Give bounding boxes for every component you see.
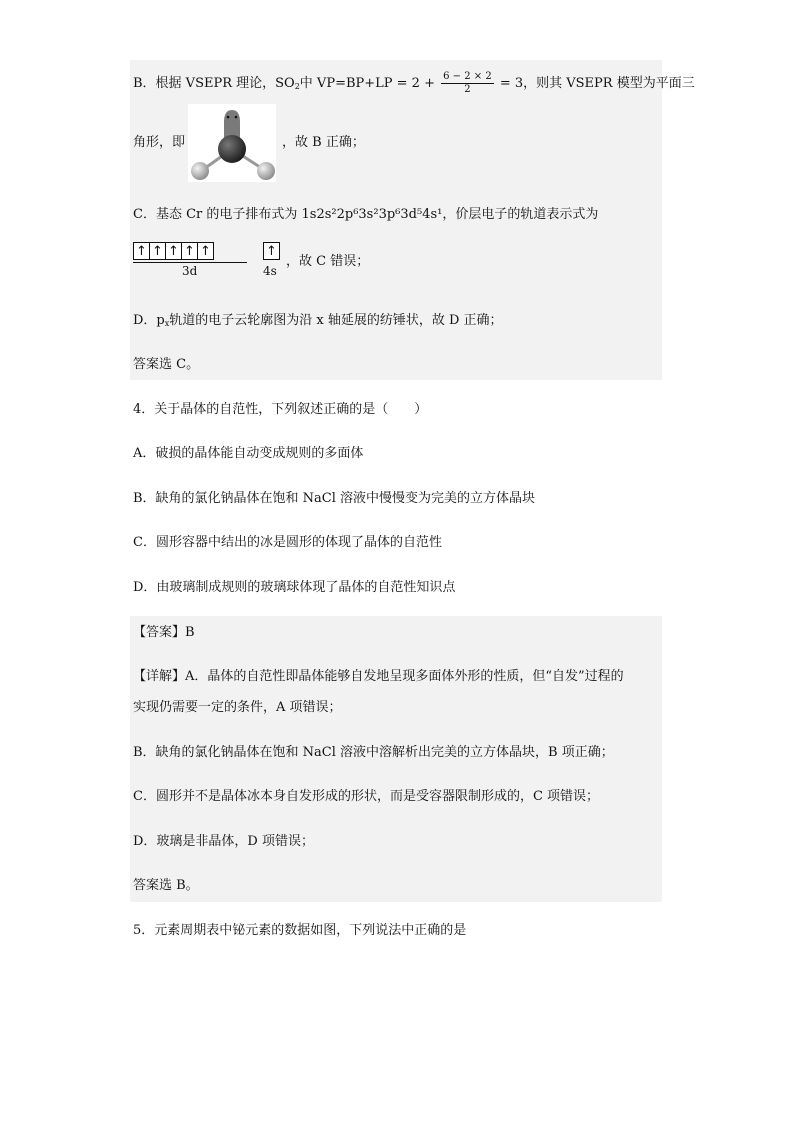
fraction-denominator: 2 [464,84,471,95]
q3-b-line1 [133,71,695,96]
q3-d-line [133,312,503,333]
text: 角形，即 [133,135,186,150]
orbital-3d-underline [133,262,247,263]
q3-c-line2-post [286,253,369,271]
orbital-box: ↑ [133,242,150,260]
orbital-box: ↑ [263,242,280,260]
q4-detail-1a: 【详解】A．晶体的自范性即晶体能够自发地呈现多面体外形的性质，但“自发”过程的 [133,669,624,684]
text: ，故 B 正确； [282,135,365,150]
q4-detail-3: C．圆形并不是晶体冰本身自发形成的形状，而是受容器限制形成的，C 项错误； [133,789,600,804]
orbital-box: ↑ [165,242,182,260]
q4-detail-2: B．缺角的氯化钠晶体在饱和 NaCl 溶液中溶解析出完美的立方体晶块，B 项正确； [133,745,614,760]
q5-stem: 5．元素周期表中铋元素的数据如图，下列说法中正确的是 [133,923,467,938]
q3-b-line2-post [282,134,365,152]
q4-option-d: D．由玻璃制成规则的玻璃球体现了晶体的自范性知识点 [133,580,456,595]
text: D．p [133,313,165,328]
text: = 3，则其 VSEPR 模型为平面三 [495,76,695,91]
q4-detail-4: D．玻璃是非晶体，D 项错误； [133,834,314,849]
fraction [441,71,494,96]
q4-detail-1b: 实现仍需要一定的条件，A 项错误； [133,700,342,715]
molecule-image [188,104,276,182]
text: x [164,319,170,328]
text: ，故 C 错误； [286,254,370,269]
q4-answer: 答案选 B。 [133,878,199,893]
orbital-box: ↑ [149,242,166,260]
q4-stem: 4．关于晶体的自范性，下列叙述正确的是（ ） [133,402,428,417]
text: B．根据 VSEPR 理论，SO [133,76,295,91]
orbital-box: ↑ [197,242,214,260]
q4-option-c: C．圆形容器中结出的冰是圆形的体现了晶体的自范性 [133,535,442,550]
so2-molecule-icon [188,104,276,182]
text: 2s²2p⁶3s²3p⁶3d⁵4s¹，价层电子的轨道表示式为 [316,207,599,222]
orbital-3d-label: 3d [182,264,198,278]
orbital-box: ↑ [181,242,198,260]
q4-option-a: A．破损的晶体能自动变成规则的多面体 [133,446,364,461]
q4-option-b: B．缺角的氯化钠晶体在饱和 NaCl 溶液中慢慢变为完美的立方体晶块 [133,491,536,506]
orbital-3d [134,242,214,260]
text: 中 VP=BP+LP = 2 + [299,76,440,91]
orbital-4s [264,242,280,260]
fraction-numerator: 6 − 2 × 2 [443,71,492,82]
text: C．基态 Cr 的电子排布式为 1s [133,207,317,222]
text: 2 [294,82,300,91]
orbital-4s-label: 4s [263,264,277,278]
q4-answer-tag: 【答案】B [133,625,195,640]
text: 轨道的电子云轮廓图为沿 x 轴延展的纺锤状，故 D 正确； [169,313,503,328]
q3-answer: 答案选 C。 [133,357,200,372]
q3-b-line2-pre [133,134,185,152]
q3-c-line1 [133,206,598,224]
